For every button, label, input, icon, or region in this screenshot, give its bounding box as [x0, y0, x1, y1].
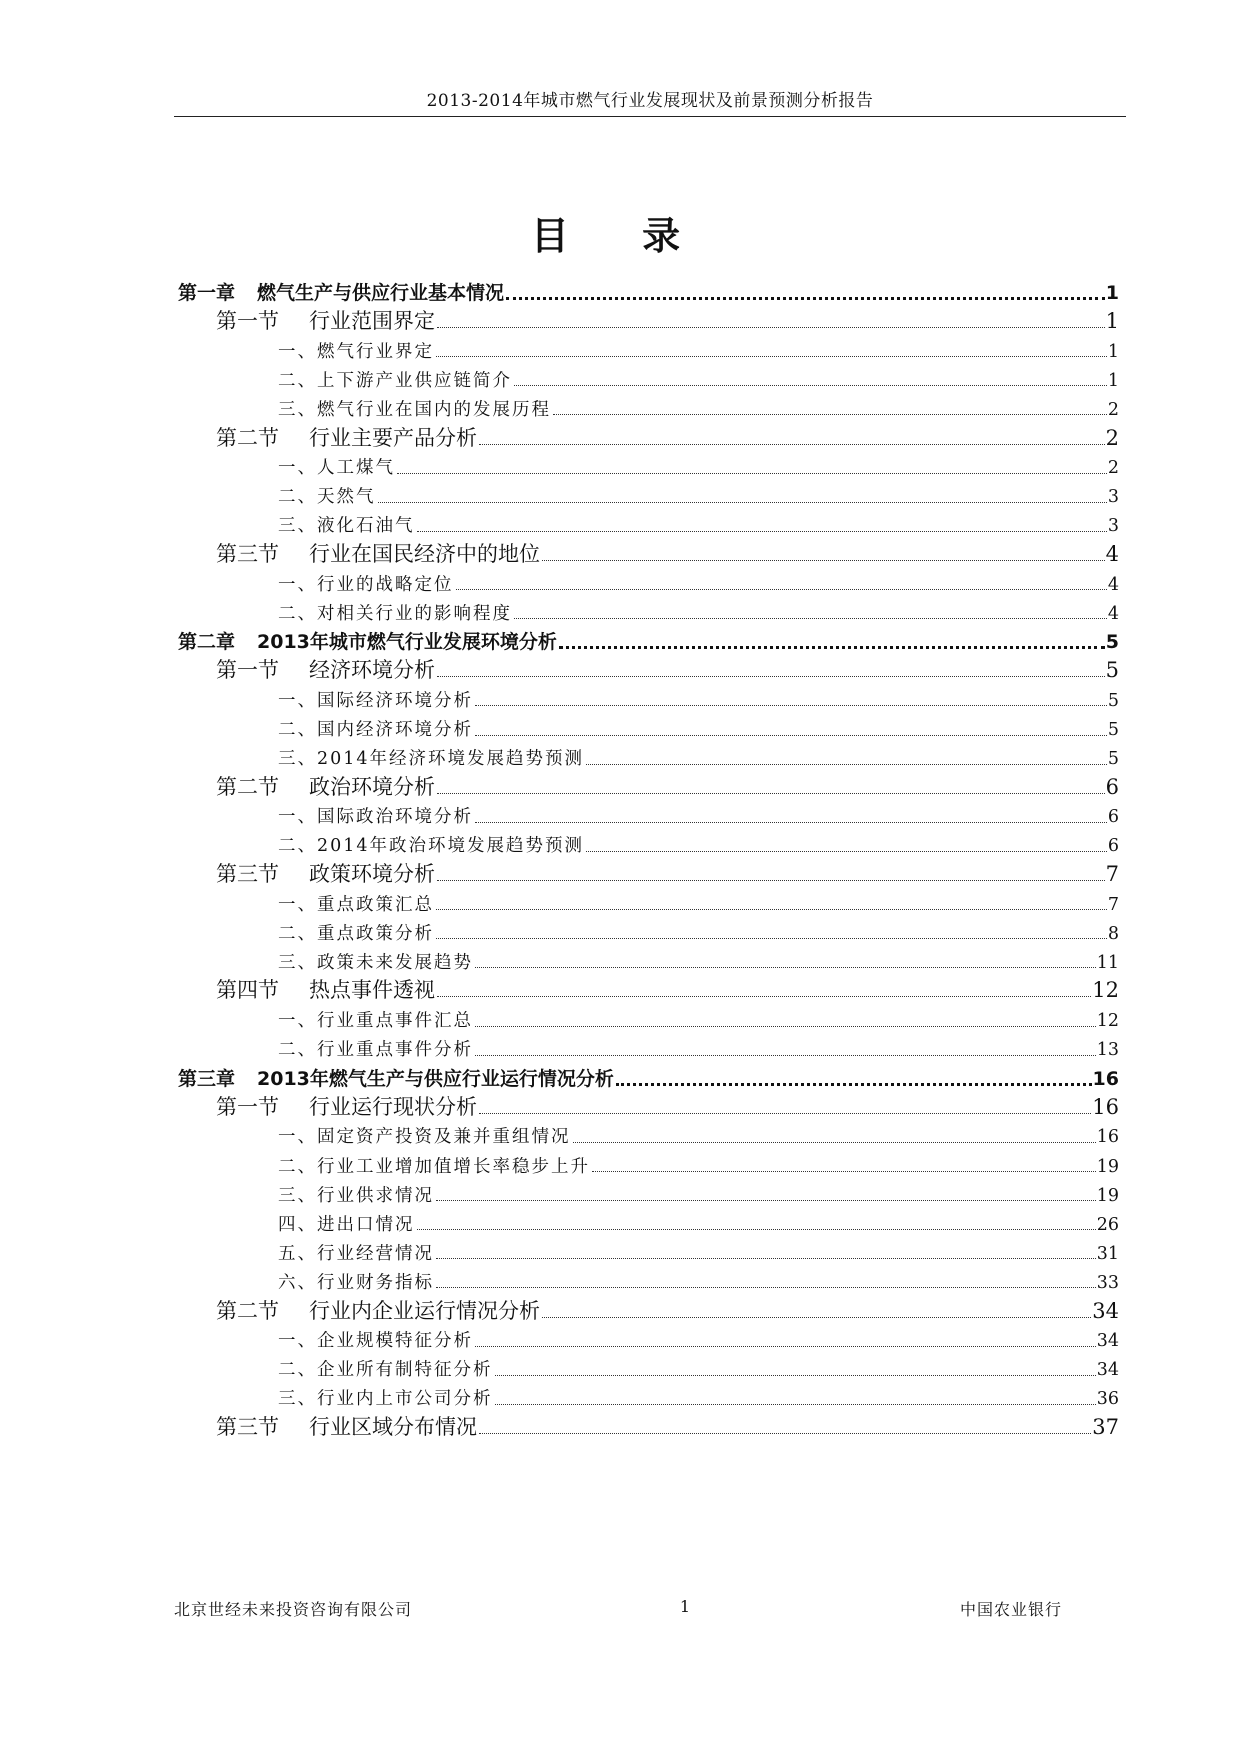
toc-item-entry[interactable] [278, 1120, 1119, 1150]
toc-entry-text: 行业主要产品分析 [309, 425, 477, 450]
toc-entry-page: 1 [1105, 282, 1119, 304]
toc-entry-label [278, 952, 473, 976]
toc-entry-text: 一、行业重点事件汇总 [278, 1011, 473, 1031]
toc-entry-text: 一、国际经济环境分析 [278, 690, 473, 711]
toc-entry-page: 19 [1096, 1185, 1119, 1206]
toc-item-entry[interactable] [278, 713, 1119, 743]
toc-entry-page: 1 [1105, 309, 1119, 334]
toc-item-entry[interactable] [278, 509, 1119, 539]
toc-entry-page: 2 [1105, 425, 1119, 450]
toc-entry-text: 行业范围界定 [309, 309, 435, 334]
toc-dot-leader [437, 327, 1105, 328]
toc-item-entry[interactable] [278, 800, 1119, 830]
toc-dot-leader [397, 473, 1107, 474]
toc-entry-label [216, 425, 477, 452]
toc-entry-text: 政治环境分析 [309, 774, 435, 799]
toc-entry-label [178, 633, 557, 655]
toc-entry-text: 二、天然气 [278, 487, 376, 508]
toc-entry-text: 三、2014年经济环境发展趋势预测 [278, 749, 585, 770]
toc-entry-label [278, 1362, 493, 1383]
toc-entry-text: 二、上下游产业供应链简介 [278, 370, 512, 391]
toc-entry-number: 第二节 [216, 774, 279, 799]
toc-section-entry[interactable] [216, 654, 1119, 684]
toc-dot-leader [542, 1317, 1091, 1318]
toc-entry-page: 3 [1107, 516, 1119, 537]
toc-dot-leader [475, 705, 1107, 706]
toc-item-entry[interactable] [278, 1207, 1119, 1237]
toc-entry-number: 第二章 [178, 631, 236, 654]
toc-item-entry[interactable] [278, 1004, 1119, 1034]
toc-item-entry[interactable] [278, 1033, 1119, 1063]
toc-entry-label [278, 1013, 473, 1034]
toc-entry-text: 五、行业经营情况 [278, 1243, 434, 1264]
toc-item-entry[interactable] [278, 451, 1119, 481]
toc-entry-page: 7 [1105, 862, 1119, 886]
toc-entry-text: 行业内企业运行情况分析 [309, 1298, 540, 1323]
toc-entry-number: 第三章 [178, 1067, 236, 1090]
toc-dot-leader [475, 1346, 1096, 1347]
toc-entry-label [216, 1298, 540, 1325]
toc-item-entry[interactable] [278, 683, 1119, 713]
toc-entry-label [278, 603, 512, 627]
toc-entry-number: 第二节 [216, 425, 279, 450]
toc-item-entry[interactable] [278, 1324, 1119, 1354]
toc-entry-label [278, 370, 512, 394]
toc-entry-label [278, 809, 473, 830]
toc-dot-leader [616, 1083, 1092, 1086]
toc-entry-label [278, 1391, 493, 1412]
toc-entry-label [278, 722, 473, 743]
toc-entry-text: 二、国内经济环境分析 [278, 720, 473, 740]
toc-item-entry[interactable] [278, 1382, 1119, 1412]
toc-dot-leader [436, 1258, 1096, 1259]
toc-entry-text: 二、2014年政治环境发展趋势预测 [278, 836, 585, 857]
toc-dot-leader [586, 764, 1107, 765]
toc-entry-label [278, 1129, 571, 1150]
toc-item-entry[interactable] [278, 742, 1119, 772]
toc-item-entry[interactable] [278, 363, 1119, 393]
footer-company: 北京世经未来投资咨询有限公司 [174, 1600, 413, 1619]
toc-dot-leader [436, 909, 1107, 910]
toc-entry-page: 11 [1096, 952, 1119, 973]
toc-entry-page: 6 [1105, 774, 1119, 799]
toc-entry-page: 26 [1096, 1214, 1119, 1235]
toc-item-entry[interactable] [278, 334, 1119, 364]
toc-entry-text: 六、行业财务指标 [278, 1272, 434, 1293]
toc-entry-text: 二、对相关行业的影响程度 [278, 603, 512, 624]
toc-entry-text: 三、行业内上市公司分析 [278, 1389, 493, 1410]
toc-entry-text: 三、燃气行业在国内的发展历程 [278, 399, 551, 420]
toc-entry-number: 第三节 [216, 1414, 279, 1439]
toc-entry-text: 一、燃气行业界定 [278, 341, 434, 362]
toc-item-entry[interactable] [278, 1149, 1119, 1179]
toc-section-entry[interactable] [216, 1295, 1119, 1325]
toc-dot-leader [475, 735, 1107, 736]
toc-entry-text: 燃气生产与供应行业基本情况 [257, 282, 505, 304]
toc-entry-text: 二、企业所有制特征分析 [278, 1360, 493, 1381]
toc-dot-leader [586, 851, 1107, 852]
toc-dot-leader [553, 414, 1107, 415]
toc-dot-leader [437, 793, 1105, 794]
toc-entry-label [278, 518, 415, 539]
toc-entry-page: 4 [1107, 603, 1119, 624]
footer-page-number: 1 [679, 1597, 691, 1616]
toc-entry-number: 第四节 [216, 978, 279, 1003]
toc-entry-label [216, 1414, 477, 1441]
toc-entry-page: 36 [1096, 1389, 1119, 1410]
toc-entry-page: 5 [1107, 749, 1119, 770]
toc-section-entry[interactable] [216, 771, 1119, 801]
toc-entry-page: 1 [1107, 341, 1119, 362]
toc-entry-label [278, 751, 584, 772]
toc-dot-leader [436, 356, 1107, 357]
toc-item-entry[interactable] [278, 1265, 1119, 1295]
toc-entry-label [278, 923, 434, 947]
toc-entry-page: 6 [1107, 836, 1119, 857]
toc-item-entry[interactable] [278, 480, 1119, 510]
toc-entry-text: 二、重点政策分析 [278, 923, 434, 944]
toc-entry-label [178, 1067, 614, 1092]
toc-entry-label [278, 1185, 434, 1209]
toc-entry-page: 4 [1107, 574, 1119, 595]
toc-item-entry[interactable] [278, 916, 1119, 946]
toc-entry-number: 第一节 [216, 1094, 279, 1119]
toc-entry-text: 一、国际政治环境分析 [278, 807, 473, 828]
toc-entry-label [278, 489, 376, 510]
toc-entry-label [278, 894, 434, 918]
toc-dot-leader [456, 589, 1107, 590]
toc-dot-leader [479, 1113, 1091, 1114]
toc-entry-text: 热点事件透视 [309, 978, 435, 1003]
toc-dot-leader [559, 646, 1105, 649]
toc-entry-label [278, 341, 434, 365]
toc-entry-label [278, 1272, 434, 1296]
toc-dot-leader [475, 822, 1107, 823]
toc-section-entry[interactable] [216, 422, 1119, 452]
toc-entry-page: 6 [1107, 807, 1119, 828]
toc-entry-page: 5 [1105, 631, 1119, 654]
toc-entry-number: 第三节 [216, 862, 279, 886]
toc-entry-label [216, 541, 540, 568]
toc-entry-label [278, 1333, 473, 1354]
toc-entry-text: 三、政策未来发展趋势 [278, 952, 473, 973]
toc-entry-number: 第三节 [216, 541, 279, 566]
toc-entry-text: 二、行业工业增加值增长率稳步上升 [278, 1156, 590, 1177]
toc-item-entry[interactable] [278, 1353, 1119, 1383]
toc-dot-leader [506, 297, 1105, 300]
toc-entry-text: 2013年燃气生产与供应行业运行情况分析 [257, 1067, 614, 1090]
toc-entry-label [278, 838, 584, 859]
toc-dot-leader [542, 560, 1105, 561]
toc-entry-page: 13 [1096, 1040, 1119, 1061]
toc-entry-page: 5 [1107, 690, 1119, 711]
toc-section-entry[interactable] [216, 1091, 1119, 1121]
toc-dot-leader [417, 531, 1107, 532]
toc-entry-page: 34 [1096, 1331, 1119, 1352]
toc-entry-page: 1 [1107, 370, 1119, 391]
toc-section-entry[interactable] [216, 858, 1119, 888]
toc-dot-leader [475, 1026, 1096, 1027]
toc-entry-page: 5 [1107, 720, 1119, 740]
toc-entry-text: 二、行业重点事件分析 [278, 1040, 473, 1061]
toc-dot-leader [573, 1142, 1096, 1143]
header-rule [174, 116, 1126, 117]
toc-dot-leader [514, 385, 1107, 386]
toc-entry-label [278, 1214, 415, 1238]
toc-item-entry[interactable] [278, 1178, 1119, 1208]
running-header: 2013-2014年城市燃气行业发展现状及前景预测分析报告 [426, 91, 874, 111]
toc-entry-page: 34 [1096, 1360, 1119, 1381]
toc-entry-label [278, 690, 473, 714]
toc-entry-text: 一、人工煤气 [278, 458, 395, 479]
toc-entry-page: 37 [1092, 1414, 1119, 1439]
toc-entry-page: 33 [1096, 1272, 1119, 1293]
toc-entry-text: 2013年城市燃气行业发展环境分析 [257, 631, 557, 654]
toc-entry-text: 一、企业规模特征分析 [278, 1331, 473, 1352]
toc-entry-label [216, 1094, 477, 1121]
toc-entry-page: 2 [1107, 399, 1119, 420]
toc-entry-text: 行业运行现状分析 [309, 1094, 477, 1119]
toc-entry-page: 12 [1092, 978, 1119, 1003]
toc-dot-leader [479, 1433, 1091, 1434]
toc-entry-page: 4 [1105, 541, 1119, 566]
toc-entry-label [278, 1156, 590, 1180]
toc-chapter-entry[interactable] [178, 1062, 1119, 1092]
toc-entry-text: 一、行业的战略定位 [278, 574, 454, 595]
toc-entry-label [278, 1042, 473, 1063]
toc-dot-leader [475, 1055, 1096, 1056]
toc-entry-number: 第一节 [216, 309, 279, 334]
toc-entry-number: 第一章 [178, 282, 236, 304]
toc-entry-label [278, 574, 454, 598]
toc-entry-page: 8 [1107, 923, 1119, 944]
toc-entry-label [216, 774, 435, 801]
toc-dot-leader [592, 1171, 1096, 1172]
page-title: 目 录 [530, 214, 711, 258]
toc-section-entry[interactable] [216, 538, 1119, 568]
toc-entry-text: 四、进出口情况 [278, 1214, 415, 1235]
toc-dot-leader [436, 1287, 1096, 1288]
toc-entry-label [178, 284, 504, 306]
toc-entry-number: 第二节 [216, 1298, 279, 1323]
toc-entry-label [216, 980, 435, 1004]
toc-entry-page: 5 [1105, 658, 1119, 683]
toc-entry-number: 第一节 [216, 658, 279, 683]
toc-entry-label [216, 311, 435, 335]
toc-dot-leader [378, 502, 1107, 503]
toc-entry-text: 政策环境分析 [309, 862, 435, 886]
toc-dot-leader [417, 1229, 1096, 1230]
toc-chapter-entry[interactable] [178, 276, 1119, 306]
toc-item-entry[interactable] [278, 945, 1119, 975]
toc-entry-page: 34 [1092, 1298, 1119, 1323]
toc-item-entry[interactable] [278, 596, 1119, 626]
toc-entry-page: 2 [1107, 458, 1119, 479]
toc-section-entry[interactable] [216, 305, 1119, 335]
toc-dot-leader [437, 996, 1091, 997]
toc-chapter-entry[interactable] [178, 625, 1119, 655]
toc-entry-page: 7 [1107, 894, 1119, 915]
toc-dot-leader [495, 1375, 1096, 1376]
toc-item-entry[interactable] [278, 829, 1119, 859]
toc-section-entry[interactable] [216, 974, 1119, 1004]
footer-client: 中国农业银行 [960, 1600, 1063, 1619]
toc-dot-leader [436, 938, 1107, 939]
toc-entry-page: 12 [1096, 1011, 1119, 1031]
toc-entry-text: 行业在国民经济中的地位 [309, 541, 540, 566]
toc-entry-text: 经济环境分析 [309, 658, 435, 683]
toc-entry-label [278, 399, 551, 423]
toc-dot-leader [514, 618, 1107, 619]
toc-entry-page: 3 [1107, 487, 1119, 508]
toc-entry-page: 16 [1092, 1094, 1119, 1119]
toc-dot-leader [437, 880, 1105, 881]
toc-section-entry[interactable] [216, 1411, 1119, 1441]
toc-dot-leader [475, 967, 1096, 968]
toc-item-entry[interactable] [278, 392, 1119, 422]
toc-entry-text: 一、固定资产投资及兼并重组情况 [278, 1127, 571, 1148]
toc-dot-leader [479, 444, 1105, 445]
toc-entry-text: 一、重点政策汇总 [278, 894, 434, 915]
toc-entry-page: 19 [1096, 1156, 1119, 1177]
toc-entry-page: 16 [1096, 1127, 1119, 1148]
toc-entry-label [278, 460, 395, 481]
toc-entry-label [278, 1243, 434, 1267]
toc-dot-leader [437, 676, 1105, 677]
toc-entry-page: 31 [1096, 1243, 1119, 1264]
toc-dot-leader [436, 1200, 1096, 1201]
toc-entry-text: 三、行业供求情况 [278, 1185, 434, 1206]
toc-entry-page: 16 [1092, 1067, 1119, 1090]
toc-entry-text: 三、液化石油气 [278, 516, 415, 537]
toc-entry-label [216, 660, 435, 684]
toc-item-entry[interactable] [278, 1236, 1119, 1266]
toc-dot-leader [495, 1404, 1096, 1405]
toc-item-entry[interactable] [278, 567, 1119, 597]
toc-item-entry[interactable] [278, 887, 1119, 917]
toc-entry-label [216, 864, 435, 888]
toc-entry-text: 行业区域分布情况 [309, 1414, 477, 1439]
